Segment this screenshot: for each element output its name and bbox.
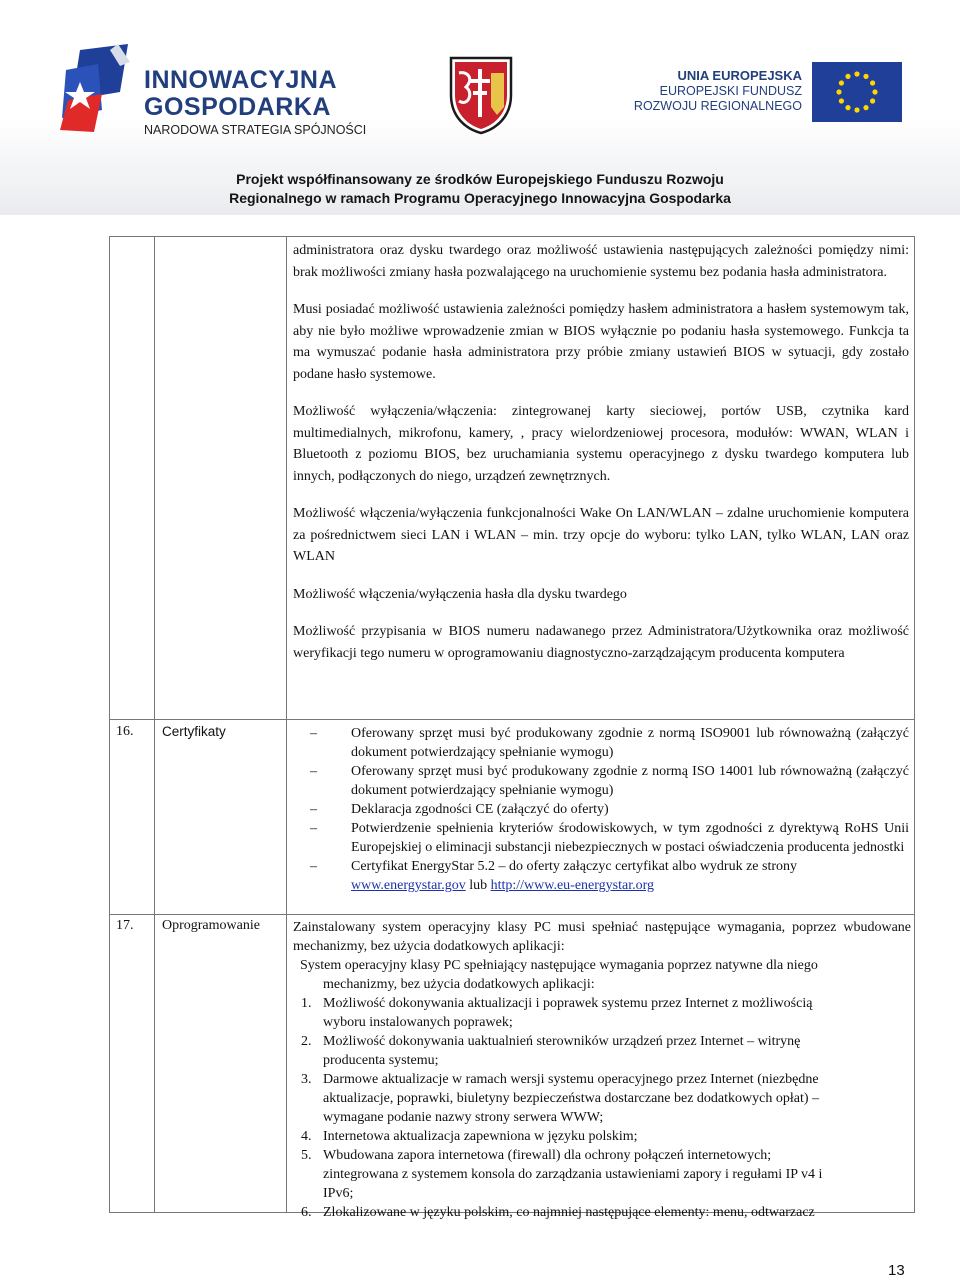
ue-line3: ROZWOJU REGIONALNEGO: [633, 99, 802, 113]
item-number: 6.: [301, 1205, 312, 1220]
item-number: 5.: [301, 1148, 312, 1163]
spec-table: [109, 236, 915, 1220]
list-item: [293, 1203, 911, 1222]
logo-line1: INNOWACYJNA: [144, 66, 338, 94]
bios-paragraph-3: Możliwość wyłączenia/włączenia: zintegrowanej karty sieciowej, portów USB, czytnika kard multimedialnych, mikrofonu, kamery, , pracy wielordzeniowej procesora, modułów: WWAN, WLAN i Bluetooth z poziomu BIOS, bez uruchamiania systemu operacyjnego z dysku twardego komputera lub innych, podłączonych do niego, urządzeń zewnętrznych.: [293, 404, 909, 484]
page-number: 13: [888, 1262, 905, 1279]
item-line: wymagane podanie nazwy strony serwera WWW;: [323, 1110, 604, 1125]
bios-paragraph-4: Możliwość włączenia/wyłączenia funkcjonalności Wake On LAN/WLAN – zdalne uruchomienie komputera za pośrednictwem sieci LAN i WLAN – min. trzy opcje do wyboru: tylko LAN, tylko WLAN, LAN oraz WLAN: [293, 506, 909, 564]
software-intro2-line2: mechanizmy, bez użycia dodatkowych aplikacji:: [323, 977, 595, 992]
software-intro2-line1: System operacyjny klasy PC spełniający następujące wymagania poprzez natywne dla niego: [300, 958, 818, 973]
certificate-text: Oferowany sprzęt musi być produkowany zgodnie z normą ISO 14001 lub równoważną (załączyć dokument potwierdzający spełnianie wymogu): [351, 764, 909, 798]
row-divider: [110, 719, 914, 720]
certificate-text: Deklaracja zgodności CE (załączyć do oferty): [351, 802, 609, 817]
list-item: [310, 724, 909, 762]
list-item: [293, 1146, 911, 1203]
project-line2: Regionalnego w ramach Programu Operacyjnego Innowacyjna Gospodarka: [229, 190, 731, 206]
list-item: [293, 994, 911, 1032]
certificate-text: Potwierdzenie spełnienia kryteriów środowiskowych, w tym zgodności z dyrektywą RoHS Unii Europejskiej o eliminacji substancji niebezpiecznych w postaci oświadczenia producenta jednostki: [351, 821, 909, 855]
eu-text: [600, 68, 802, 114]
list-item: [293, 1127, 911, 1146]
eu-energystar-link[interactable]: http://www.eu-energystar.org: [490, 878, 655, 893]
link-separator: lub: [465, 878, 491, 893]
bios-paragraph-5: Możliwość włączenia/wyłączenia hasła dla dysku twardego: [293, 586, 627, 602]
bios-paragraph-2: Musi posiadać możliwość ustawienia zależności pomiędzy hasłem administratora a hasłem systemowym tak, aby nie było możliwe wprowadzenie zmian w BIOS wyłącznie po podaniu hasła systemowego. Funkcja ta ma wymuszać podanie hasła administratora przy próbie zmiany ustawień BIOS w sytuacji, gdy zostało podane hasło systemowe.: [293, 302, 909, 382]
bios-paragraph-6: Możliwość przypisania w BIOS numeru nadawanego przez Administratora/Użytkownika oraz możliwość weryfikacji tego numeru w oprogramowaniu diagnostyczno-zarządzającym producenta komputera: [293, 624, 909, 661]
project-line1: Projekt współfinansowany ze środków Europejskiego Funduszu Rozwoju: [236, 171, 724, 187]
innowacyjna-gospodarka-logo-icon: [58, 40, 138, 135]
item-line: Możliwość dokonywania aktualizacji i poprawek systemu przez Internet z możliwością: [323, 996, 813, 1011]
column-divider: [154, 237, 155, 1212]
certificates-list: [310, 724, 909, 895]
list-item: [310, 762, 909, 800]
logo-line3: NARODOWA STRATEGIA SPÓJNOŚCI: [144, 123, 367, 137]
list-item: [310, 857, 909, 895]
dash-bullet: –: [310, 802, 317, 817]
item-number: 4.: [301, 1129, 312, 1144]
item-line: Wbudowana zapora internetowa (firewall) dla ochrony połączeń internetowych;: [323, 1148, 772, 1163]
certificate-text: Certyfikat EnergyStar 5.2 – do oferty załączyc certyfikat albo wydruk ze strony: [351, 859, 798, 874]
item-line: aktualizacje, poprawki, biuletyny bezpieczeństwa dostarczane bez dodatkowych opłat) –: [323, 1091, 820, 1106]
bios-requirements-cell: [293, 240, 909, 664]
item-line: IPv6;: [323, 1186, 354, 1201]
list-item: [293, 1070, 911, 1127]
voivodeship-crest-icon: [448, 55, 514, 135]
page-header: [0, 0, 960, 215]
item-line: Zlokalizowane w języku polskim, co najmniej następujące elementy: menu, odtwarzacz: [323, 1205, 815, 1220]
project-caption: [0, 170, 960, 208]
row-number: 17.: [116, 918, 134, 933]
item-line: zintegrowana z systemem konsola do zarządzania ustawieniami zapory i regułami IP v4 i: [323, 1167, 823, 1182]
dash-bullet: –: [310, 859, 317, 874]
item-number: 3.: [301, 1072, 312, 1087]
item-number: 1.: [301, 996, 312, 1011]
row-divider: [110, 914, 914, 915]
energystar-gov-link[interactable]: www.energystar.gov: [351, 878, 466, 893]
item-line: Internetowa aktualizacja zapewniona w języku polskim;: [323, 1129, 638, 1144]
item-line: wyboru instalowanych poprawek;: [323, 1015, 513, 1030]
dash-bullet: –: [310, 764, 317, 779]
row-title-oprogramowanie: Oprogramowanie: [162, 918, 260, 933]
logo-line2: GOSPODARKA: [144, 93, 331, 121]
list-item: [310, 819, 909, 857]
row-title-certyfikaty: Certyfikaty: [162, 724, 226, 739]
dash-bullet: –: [310, 726, 317, 741]
item-line: Darmowe aktualizacje w ramach wersji systemu operacyjnego przez Internet (niezbędne: [323, 1072, 819, 1087]
software-intro: Zainstalowany system operacyjny klasy PC musi spełniać następujące wymagania, poprzez wbudowane mechanizmy, bez użycia dodatkowych aplikacji:: [293, 920, 911, 954]
dash-bullet: –: [310, 821, 317, 836]
certificate-text: Oferowany sprzęt musi być produkowany zgodnie z normą ISO9001 lub równoważną (załączyć dokument potwierdzający spełnianie wymogu): [351, 726, 909, 760]
ue-line2: EUROPEJSKI FUNDUSZ: [659, 84, 802, 98]
column-divider: [286, 237, 287, 1212]
item-number: 2.: [301, 1034, 312, 1049]
item-line: Możliwość dokonywania uaktualnień sterowników urządzeń przez Internet – witrynę: [323, 1034, 801, 1049]
ue-line1: UNIA EUROPEJSKA: [677, 68, 802, 83]
eu-flag-icon: [812, 62, 902, 122]
item-line: producenta systemu;: [323, 1053, 439, 1068]
list-item: [293, 1032, 911, 1070]
software-requirements-cell: [293, 918, 911, 1222]
bios-paragraph-1: administratora oraz dysku twardego oraz możliwość ustawienia następujących zależności pomiędzy nimi: brak możliwości zmiany hasła pozwalającego na uruchomienie systemu bez podania hasła administratora.: [293, 243, 909, 280]
list-item: [310, 800, 909, 819]
row-number: 16.: [116, 724, 134, 739]
